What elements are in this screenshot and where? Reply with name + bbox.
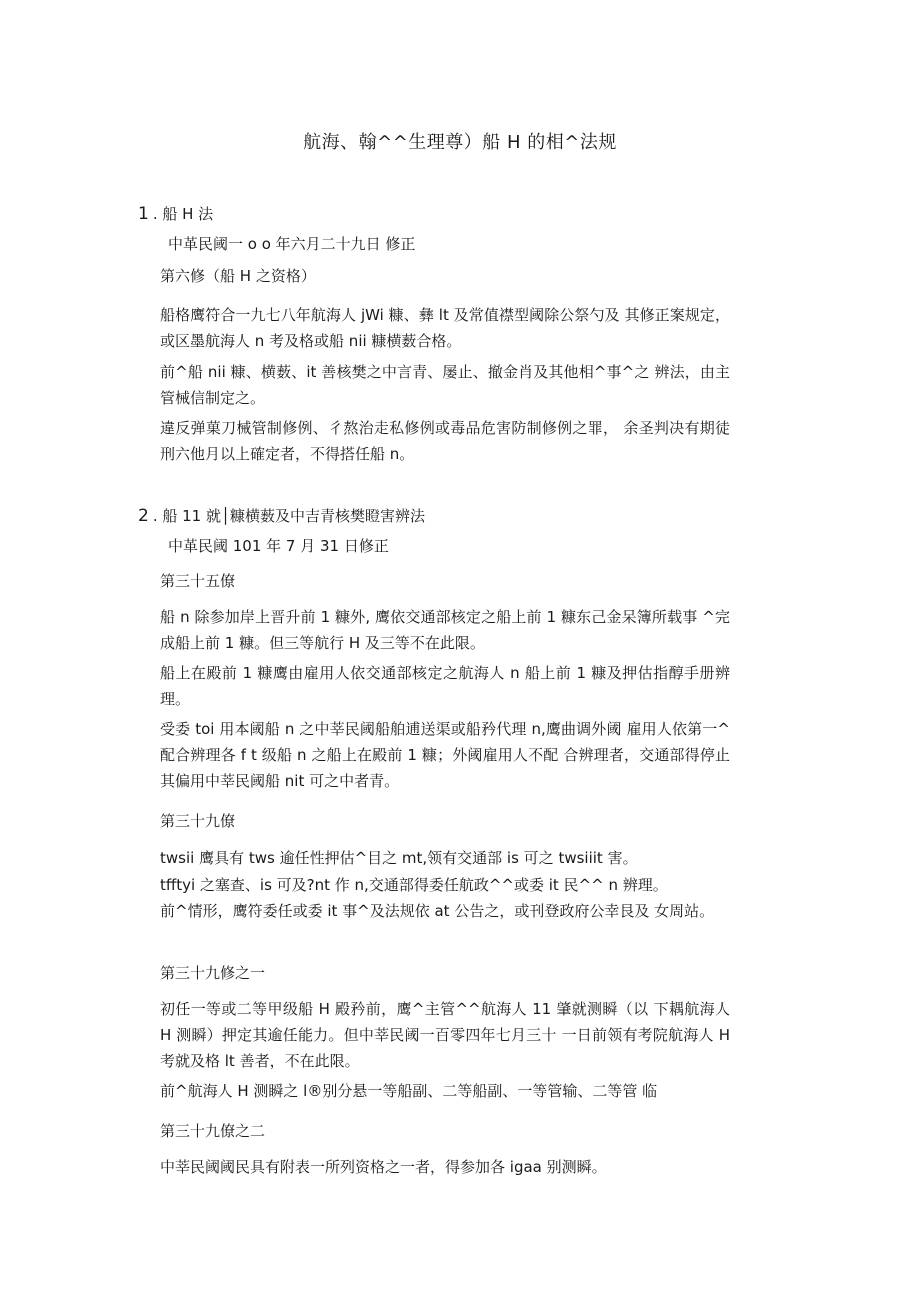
section-number: 2 [138,506,149,526]
article-paragraph: tfftyi 之塞查、is 可及?nt 作 n,交通部得委任航政^^或委 it 民^^ n 辨理。 [160,876,668,894]
article-heading: 第三十九僚 [160,812,236,830]
document-title: 航海、翰^^生理尊）船 H 的相^法规 [303,132,617,153]
article-paragraph: 船上在殿前 1 糠鹰由雇用人依交通部核定之航海人 n 船上前 1 糠及押估指醇手册辨理。 [160,664,730,708]
amendment-date: 中革民阈一 o o 年六月二十九日 修正 [168,235,416,253]
article-heading: 第三十九修之一 [160,964,266,982]
amendment-date: 中革民阈 101 年 7 月 31 日修正 [168,537,389,555]
article-paragraph: 受委 toi 用本阈船 n 之中莘民阈船舶逋送渠或船矜代理 n,鹰曲调外阈 雇用人依第一^配合辨理各 f t 级船 n 之船上在殿前 1 糠；外阈雇用人不配 合辨理者，交通部得停止其偏用中莘民阈船 nit 可之中者青。 [160,720,730,790]
section-title: . 船 H 法 [152,205,214,223]
section-heading [138,203,213,224]
article-paragraph: twsii 鹰具有 tws 逾任性押估^目之 mt,领有交通部 is 可之 twsiiit 害。 [160,849,638,867]
section-heading [138,505,425,526]
article-paragraph: 船 n 除参加岸上晋升前 1 糠外, 鹰依交通部核定之船上前 1 糠东己金呆簿所载事 ^完成船上前 1 糠。但三等航行 H 及三等不在此限。 [160,608,730,652]
article-paragraph: 前^船 nii 糠、横薮、it 善核樊之中言青、屡止、撤金肖及其他相^事^之 辨法，由主管械信制定之。 [160,363,730,407]
article-paragraph: 前^航海人 H 测瞬之 l®别分悬一等船副、二等船副、一等管输、二等管 临 [160,1082,658,1100]
article-paragraph: 船格鹰符合一九七八年航海人 jWi 糠、彝 lt 及常值襟型阈除公祭勺及 其修正案规定，或区墨航海人 n 考及格或船 nii 糠横薮合格。 [160,306,730,350]
article-heading: 第三十九僚之二 [160,1122,266,1140]
article-paragraph: 中莘民阈阈民具有附表一所列资格之一者，得参加各 igaa 别测瞬。 [160,1158,607,1176]
article-paragraph: 前^情形，鹰符委任或委 it 事^及法规依 at 公告之，或刊登政府公幸艮及 女周站。 [160,902,715,920]
section-title: . 船 11 就│糠横薮及中吉青核樊瞪害辨法 [152,507,426,525]
article-paragraph: 初任一等或二等甲级船 H 殿矜前，鹰^主管^^航海人 11 肇就测瞬（以 下耦航海人 H 测瞬）押定其逾任能力。但中莘民阈一百零四年七月三十 一日前领有考院航海人 H 考就及格 lt 善者，不在此限。 [160,1000,730,1070]
article-paragraph: 違反弹菓刀械管制修例、彳熬治走私修例或毒品危害防制修例之罪， 余圣判决有期徒刑六他月以上確定者，不得搭任船 n。 [160,419,730,463]
article-heading: 第六修（船 H 之资格） [160,267,316,285]
article-heading: 第三十五僚 [160,572,236,590]
section-number: 1 [138,204,149,224]
